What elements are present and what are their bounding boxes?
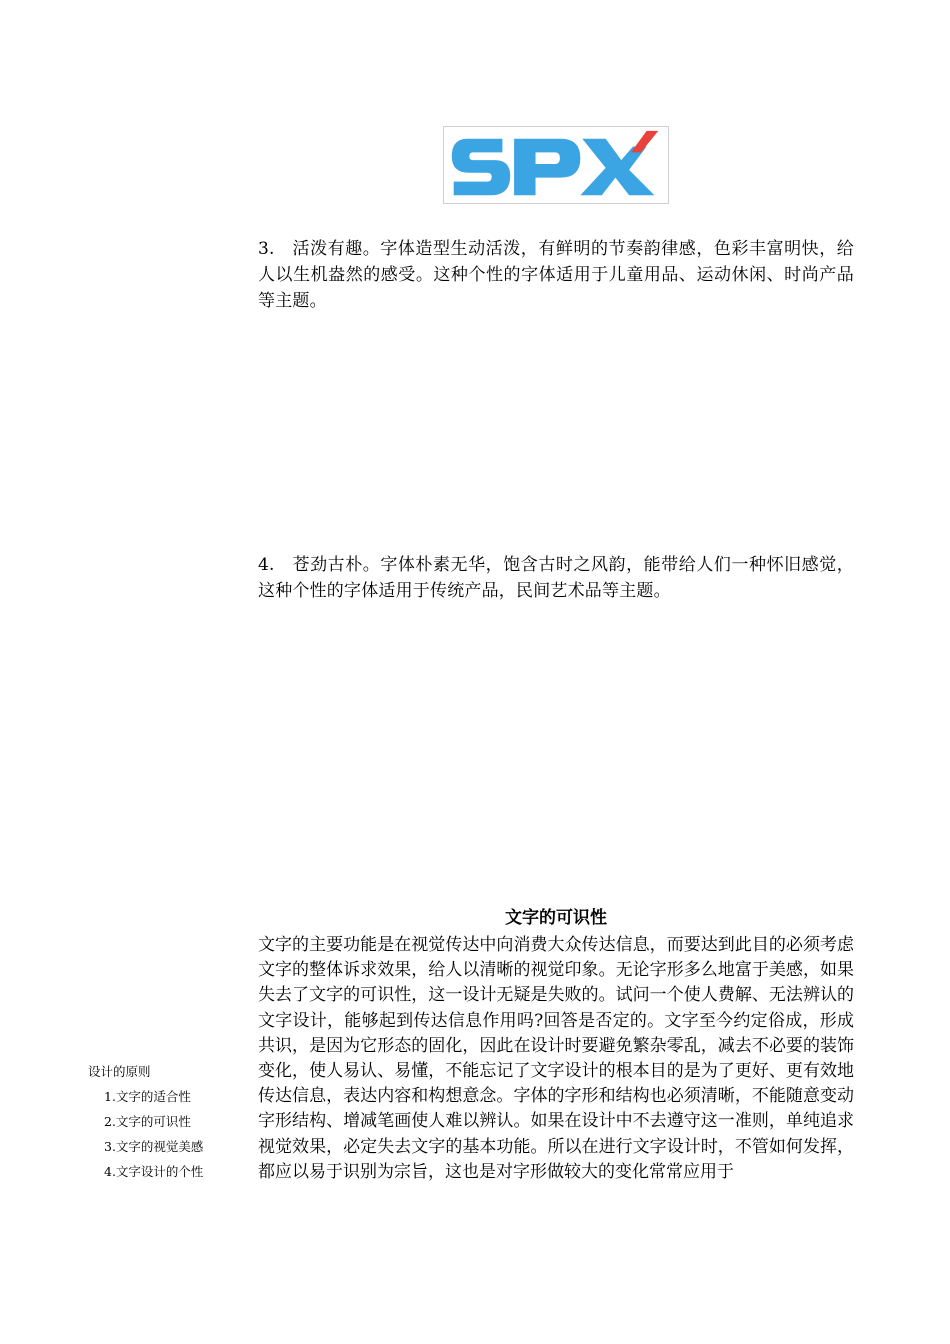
- spx-logo-graphic: [444, 127, 668, 203]
- section-title: 文字的可识性: [505, 908, 607, 928]
- paragraph-lively: 3. 活泼有趣。字体造型生动活泼，有鲜明的节奏韵律感，色彩丰富明快，给人以生机盎然的感受。这种个性的字体适用于儿童用品、运动休闲、时尚产品等主题。: [258, 239, 854, 311]
- outline-item-suitability[interactable]: 1.文字的适合性: [104, 1089, 191, 1104]
- outline-item-legibility[interactable]: 2.文字的可识性: [104, 1114, 191, 1129]
- logo-letter-s: [452, 139, 510, 196]
- logo-accent-stroke: [631, 131, 658, 152]
- paragraph-rustic: 4. 苍劲古朴。字体朴素无华，饱含古时之风韵，能带给人们一种怀旧感觉，这种个性的字体适用于传统产品，民间艺术品等主题。: [258, 555, 854, 601]
- logo-letter-p: [514, 139, 580, 196]
- outline-heading: 设计的原则: [88, 1064, 151, 1079]
- outline-item-personality[interactable]: 4.文字设计的个性: [104, 1164, 204, 1179]
- section-body: 文字的主要功能是在视觉传达中向消费大众传达信息，而要达到此目的必须考虑文字的整体诉求效果，给人以清晰的视觉印象。无论字形多么地富于美感，如果失去了文字的可识性，这一设计无疑是失败的。试问一个使人费解、无法辨认的文字设计，能够起到传达信息作用吗?回答是否定的。文字至今约定俗成，形成共识，是因为它形态的固化，因此在设计时要避免繁杂零乱，减去不必要的装饰变化，使人易认、易懂，不能忘记了文字设计的根本目的是为了更好、更有效地传达信息，表达内容和构想意念。字体的字形和结构也必须清晰，不能随意变动字形结构、增减笔画使人难以辨认。如果在设计中不去遵守这一准则，单纯追求视觉效果，必定失去文字的基本功能。所以在进行文字设计时，不管如何发挥，都应以易于识别为宗旨，这也是对字形做较大的变化常常应用于: [258, 935, 854, 1182]
- outline-sidebar: [88, 1059, 238, 1184]
- spx-logo: [443, 126, 669, 204]
- outline-item-aesthetics[interactable]: 3.文字的视觉美感: [104, 1139, 204, 1154]
